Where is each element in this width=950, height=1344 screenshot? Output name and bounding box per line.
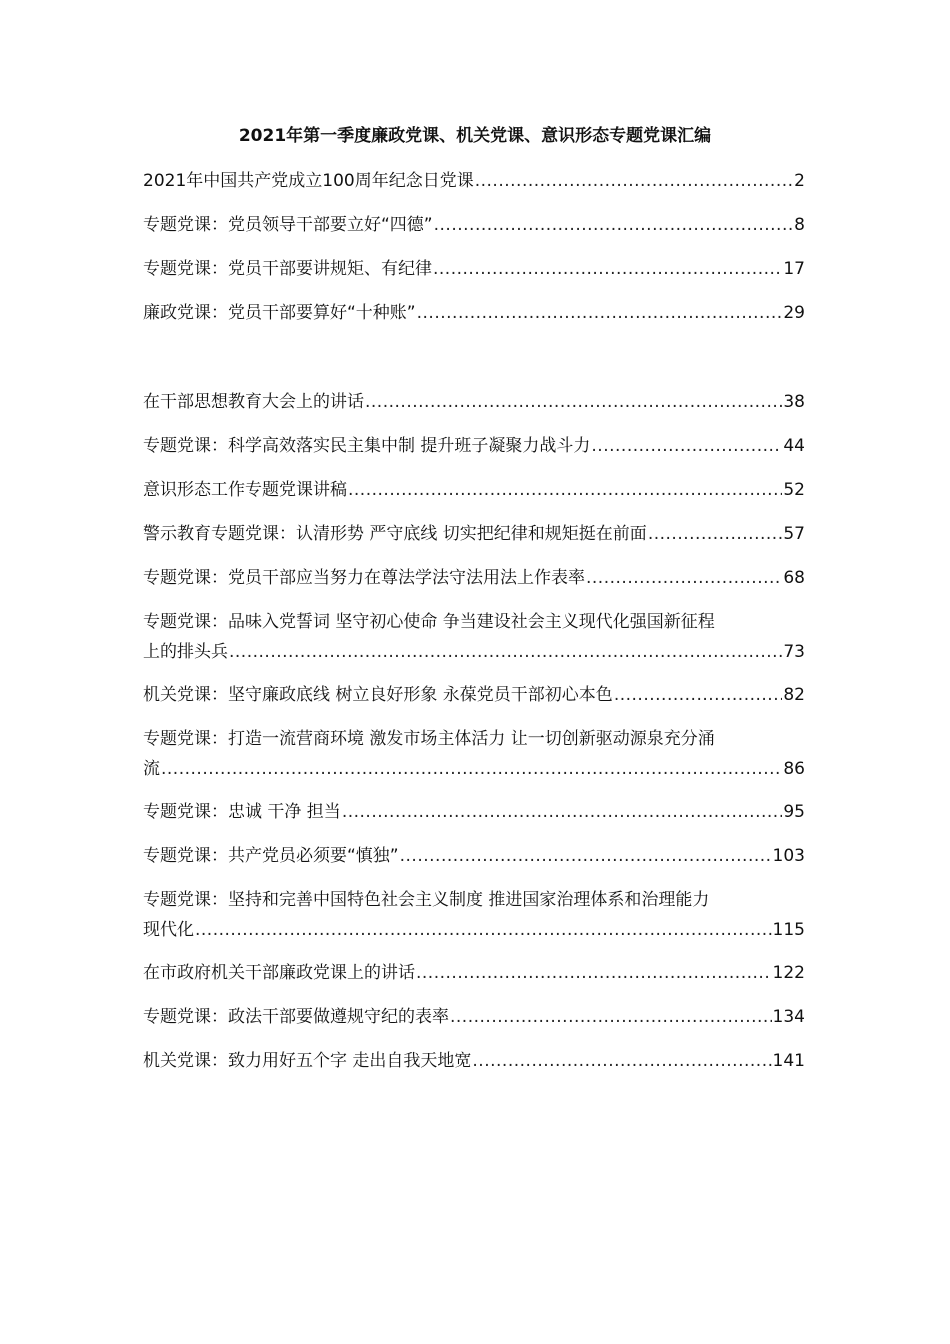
toc-entry-text: 专题党课：党员干部要讲规矩、有纪律 [143, 259, 432, 279]
toc-line [143, 958, 805, 988]
toc-entry[interactable] [143, 1002, 805, 1032]
toc-entry[interactable] [143, 431, 805, 461]
toc-page-number: 122 [772, 963, 805, 983]
dot-leader [472, 1046, 771, 1076]
toc-page-number: 17 [783, 259, 805, 279]
toc-page-number: 8 [794, 215, 805, 235]
toc-page-number: 73 [783, 642, 805, 662]
toc-entry[interactable] [143, 724, 805, 784]
toc-line [143, 475, 805, 505]
toc-page-number: 2 [794, 171, 805, 191]
toc-page-number: 103 [772, 846, 805, 866]
toc-page-number: 115 [772, 920, 805, 940]
toc-entry[interactable] [143, 797, 805, 827]
toc-entry-text: 专题党课：政法干部要做遵规守纪的表率 [143, 1007, 449, 1027]
toc-entry-text: 在市政府机关干部廉政党课上的讲话 [143, 963, 415, 983]
toc-entry[interactable] [143, 680, 805, 710]
dot-leader [450, 1002, 772, 1032]
toc-entry-text: 廉政党课：党员干部要算好“十种账” [143, 303, 416, 323]
dot-leader [365, 387, 782, 417]
toc-line [143, 563, 805, 593]
dot-leader [475, 166, 793, 196]
toc-page-number: 57 [783, 524, 805, 544]
toc-entry-text: 2021年中国共产党成立100周年纪念日党课 [143, 171, 474, 191]
toc-line [143, 1002, 805, 1032]
dot-leader [161, 754, 782, 784]
dot-leader [348, 475, 782, 505]
dot-leader [614, 680, 783, 710]
dot-leader [195, 915, 772, 945]
toc-line [143, 210, 805, 240]
toc-entry-text: 专题党课：党员干部应当努力在尊法学法守法用法上作表率 [143, 568, 585, 588]
toc-entry[interactable] [143, 210, 805, 240]
toc-line [143, 797, 805, 827]
toc-entry[interactable] [143, 387, 805, 417]
toc-page-number: 38 [783, 392, 805, 412]
dot-leader [648, 519, 783, 549]
dot-leader [416, 958, 772, 988]
toc-entry-first-line: 专题党课：坚持和完善中国特色社会主义制度 推进国家治理体系和治理能力 [143, 890, 710, 910]
toc-entry-text: 专题党课：党员领导干部要立好“四德” [143, 215, 433, 235]
toc-entry[interactable] [143, 475, 805, 505]
toc-page-number: 134 [772, 1007, 805, 1027]
toc-page-number: 82 [783, 685, 805, 705]
toc-entry-text: 专题党课：共产党员必须要“慎独” [143, 846, 399, 866]
dot-leader [400, 841, 772, 871]
dot-leader [433, 254, 782, 284]
toc-entry-text: 现代化 [143, 920, 194, 940]
toc-page-number: 86 [783, 759, 805, 779]
toc-page-number: 44 [783, 436, 805, 456]
toc-page-number: 95 [783, 802, 805, 822]
toc-entry-text: 意识形态工作专题党课讲稿 [143, 480, 347, 500]
dot-leader [342, 797, 783, 827]
toc-line [143, 166, 805, 196]
toc-line [143, 519, 805, 549]
toc-line [143, 915, 805, 945]
dot-leader [229, 637, 782, 667]
toc-entry-text: 在干部思想教育大会上的讲话 [143, 392, 364, 412]
dot-leader [586, 563, 782, 593]
toc-page-number: 68 [783, 568, 805, 588]
toc-entry-text: 专题党课：忠诚 干净 担当 [143, 802, 341, 822]
toc-entry-first-line: 专题党课：品味入党誓词 坚守初心使命 争当建设社会主义现代化强国新征程 [143, 612, 715, 632]
toc-entry[interactable] [143, 841, 805, 871]
toc-page-number: 29 [783, 303, 805, 323]
toc-entry[interactable] [143, 1046, 805, 1076]
toc-entry-text: 机关党课：坚守廉政底线 树立良好形象 永葆党员干部初心本色 [143, 685, 613, 705]
toc-entry[interactable] [143, 519, 805, 549]
toc-entry[interactable] [143, 607, 805, 667]
toc-line [143, 1046, 805, 1076]
toc-entry[interactable] [143, 166, 805, 196]
toc-entry-text: 机关党课：致力用好五个字 走出自我天地宽 [143, 1051, 472, 1071]
dot-leader [434, 210, 794, 240]
toc-entry[interactable] [143, 563, 805, 593]
toc-entry-first-line: 专题党课：打造一流营商环境 激发市场主体活力 让一切创新驱动源泉充分涌 [143, 729, 715, 749]
toc-line [143, 680, 805, 710]
toc-entry[interactable] [143, 298, 805, 328]
toc-page-number: 141 [772, 1051, 805, 1071]
toc-line [143, 754, 805, 784]
toc-line [143, 387, 805, 417]
toc-entry-text: 流 [143, 759, 160, 779]
toc-line [143, 298, 805, 328]
dot-leader [591, 431, 782, 461]
toc-entry-text: 警示教育专题党课：认清形势 严守底线 切实把纪律和规矩挺在前面 [143, 524, 647, 544]
document-title: 2021年第一季度廉政党课、机关党课、意识形态专题党课汇编 [238, 126, 712, 146]
toc-entry[interactable] [143, 254, 805, 284]
dot-leader [417, 298, 783, 328]
toc-entry[interactable] [143, 958, 805, 988]
toc-page-number: 52 [783, 480, 805, 500]
toc-entry[interactable] [143, 885, 805, 945]
toc-entry-text: 上的排头兵 [143, 642, 228, 662]
toc-line [143, 637, 805, 667]
toc-line [143, 431, 805, 461]
toc-entry-text: 专题党课：科学高效落实民主集中制 提升班子凝聚力战斗力 [143, 436, 591, 456]
toc-line [143, 841, 805, 871]
toc-line [143, 254, 805, 284]
